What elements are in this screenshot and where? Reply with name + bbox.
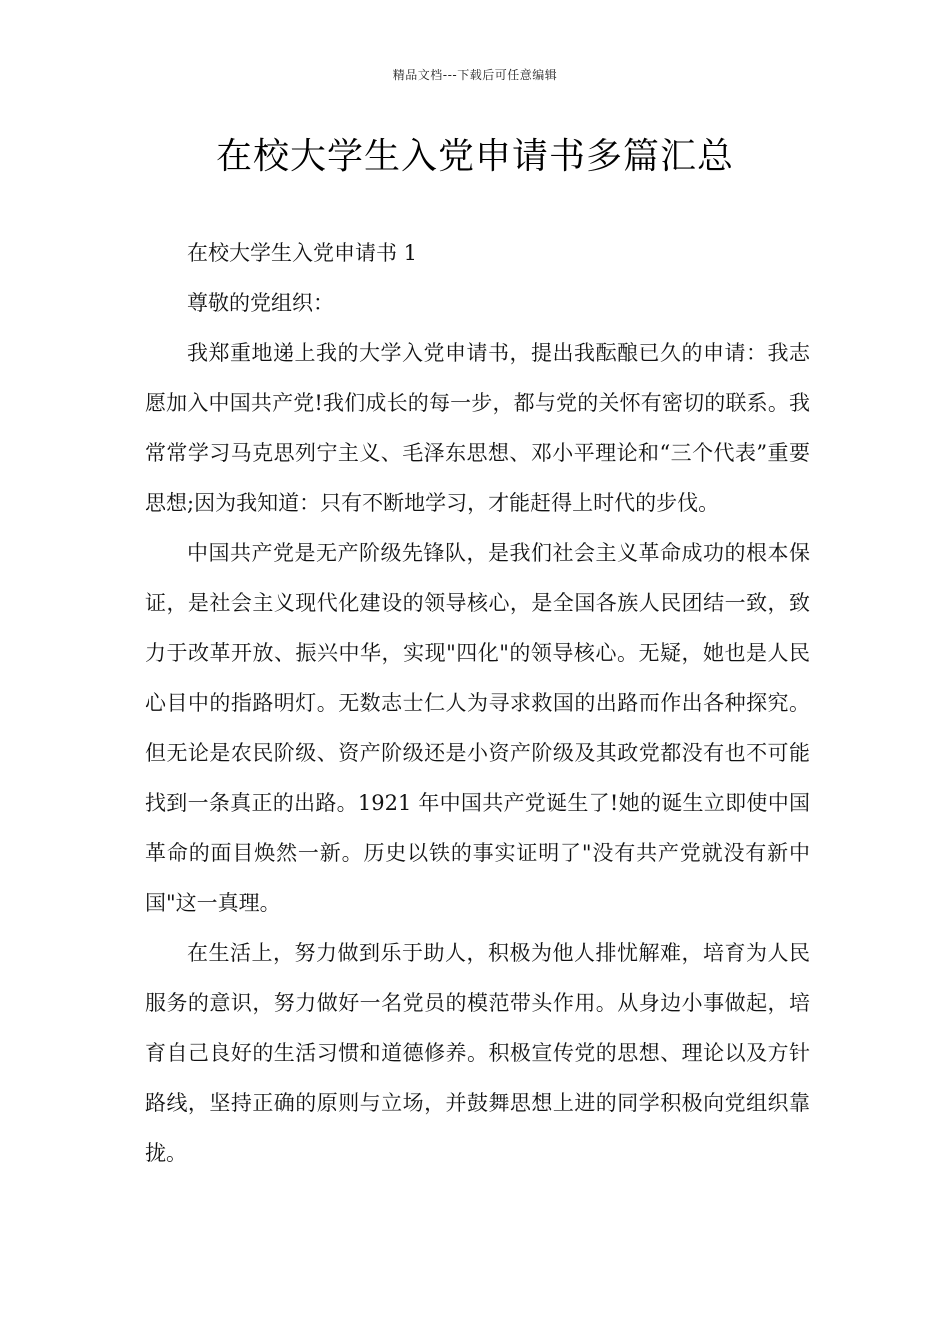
body-paragraph: 在生活上，努力做到乐于助人，积极为他人排忧解难，培育为人民服务的意识，努力做好一名党员的模范带头作用。从身边小事做起，培育自己良好的生活习惯和道德修养。积极宣传党的思想、理论以及方针路线，坚持正确的原则与立场，并鼓舞思想上进的同学积极向党组织靠拢。 xyxy=(145,941,810,1165)
body-paragraph: 我郑重地递上我的大学入党申请书，提出我酝酿已久的申请：我志愿加入中国共产党!我们成长的每一步，都与党的关怀有密切的联系。我常常学习马克思列宁主义、毛泽东思想、邓小平理论和“三个代表”重要思想;因为我知道：只有不断地学习，才能赶得上时代的步伐。 xyxy=(145,341,810,515)
section-heading: 在校大学生入党申请书 1 xyxy=(187,241,418,265)
header-note: 精品文档---下载后可任意编辑 xyxy=(392,68,558,82)
document-title: 在校大学生入党申请书多篇汇总 xyxy=(215,136,734,177)
document-body xyxy=(145,228,810,1178)
body-paragraph: 中国共产党是无产阶级先锋队，是我们社会主义革命成功的根本保证，是社会主义现代化建设的领导核心，是全国各族人民团结一致，致力于改革开放、振兴中华，实现"四化"的领导核心。无疑，她也是人民心目中的指路明灯。无数志士仁人为寻求救国的出路而作出各种探究。但无论是农民阶级、资产阶级还是小资产阶级及其政党都没有也不可能找到一条真正的出路。1921 年中国共产党诞生了!她的诞生立即使中国革命的面目焕然一新。历史以铁的事实证明了"没有共产党就没有新中国"这一真理。 xyxy=(145,541,810,915)
salutation: 尊敬的党组织： xyxy=(187,291,334,315)
